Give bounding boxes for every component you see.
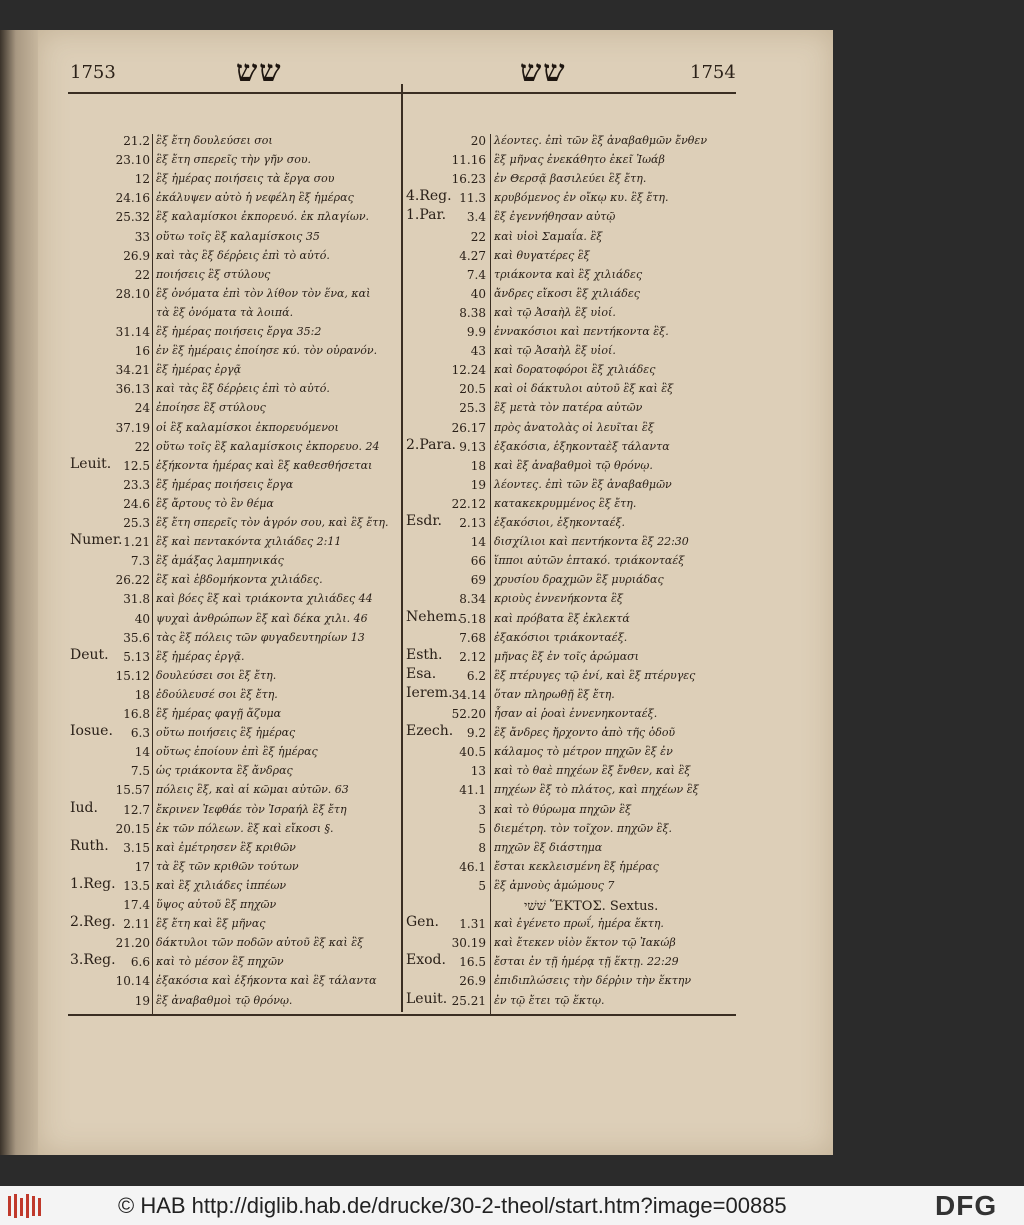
left-ref-divider xyxy=(152,134,153,1014)
verse-reference: 9.9 xyxy=(466,325,486,339)
greek-phrase: τὰ ἓξ τῶν κριθῶν τούτων xyxy=(156,859,299,873)
greek-phrase: οὕτω τοῖς ἓξ καλαμίσκοις 35 xyxy=(156,229,320,243)
greek-phrase: ψυχαὶ ἀνθρώπων ἓξ καὶ δέκα χιλι. 46 xyxy=(156,611,368,625)
greek-phrase: ἓξ ἡμέρας ποιήσεις ἔργα xyxy=(156,477,294,491)
verse-reference: 6.6 xyxy=(130,955,150,970)
greek-phrase: καὶ ἓξ ἀναβαθμοὶ τῷ θρόνῳ. xyxy=(494,458,653,472)
verse-reference: 5 xyxy=(478,821,486,836)
greek-phrase: καὶ θυγατέρες ἓξ xyxy=(494,248,590,262)
greek-phrase: ἔκρινεν Ἰεφθάε τὸν Ἰσραήλ ἓξ ἔτη xyxy=(156,802,347,816)
greek-phrase: ἓξ ἡμέρας ποιήσεις ἔργα 35:2 xyxy=(156,325,322,338)
verse-reference: 2.11 xyxy=(123,917,150,932)
greek-phrase: ὡς τριάκοντα ἓξ ἄνδρας xyxy=(156,764,293,778)
greek-phrase: ποιήσεις ἓξ στύλους xyxy=(156,267,271,281)
greek-phrase: πηχῶν ἓξ διάστημα xyxy=(494,840,603,854)
verse-reference: 34.21 xyxy=(115,363,150,378)
verse-reference: 26.9 xyxy=(459,974,486,989)
greek-phrase: ἐν τῷ ἔτει τῷ ἕκτῳ. xyxy=(494,993,605,1007)
verse-reference: 34.14 xyxy=(451,687,486,702)
greek-phrase: καὶ ἐμέτρησεν ἓξ κριθῶν xyxy=(156,840,296,854)
verse-reference: 9.2 xyxy=(466,726,486,741)
verse-reference: 43 xyxy=(470,344,486,359)
verse-reference: 23.3 xyxy=(123,477,150,492)
book-name: 2.Reg. xyxy=(70,914,116,931)
greek-phrase: ἓξ ἡμέρας φαγῇ ἄζυμα xyxy=(156,707,282,720)
verse-reference: 25.32 xyxy=(115,210,150,225)
book-name: Deut. xyxy=(70,646,109,663)
verse-reference: 20.5 xyxy=(459,382,486,397)
verse-reference: 4.27 xyxy=(459,248,486,263)
greek-phrase: καὶ δορατοφόροι ἓξ χιλιάδες xyxy=(494,363,656,377)
verse-reference: 6.2 xyxy=(466,668,486,683)
verse-reference: 9.13 xyxy=(459,439,486,454)
verse-reference: 17 xyxy=(134,859,150,874)
verse-reference: 7.4 xyxy=(466,267,486,282)
verse-reference: 16.5 xyxy=(459,955,486,970)
greek-phrase: ἐκ τῶν πόλεων. ἓξ καὶ εἴκοσι §. xyxy=(156,821,334,835)
greek-phrase: οὕτω ποιήσεις ἓξ ἡμέρας xyxy=(156,726,296,740)
greek-phrase: καὶ ἔτεκεν υἱὸν ἕκτον τῷ Ἰακώβ xyxy=(494,936,676,950)
right-page-number: 1754 xyxy=(690,62,736,83)
greek-phrase: ἓξ ἔτη δουλεύσει σοι xyxy=(156,134,273,147)
verse-reference: 14 xyxy=(470,535,486,550)
verse-reference: 37.19 xyxy=(115,420,150,435)
verse-reference: 10.14 xyxy=(115,974,150,989)
verse-reference: 33 xyxy=(134,229,150,244)
verse-reference: 16.23 xyxy=(451,172,486,187)
verse-reference: 25.3 xyxy=(459,401,486,416)
left-running-head: שש xyxy=(236,54,283,89)
verse-reference: 22 xyxy=(134,267,150,282)
greek-phrase: ἐποίησε ἓξ στύλους xyxy=(156,401,266,415)
verse-reference: 22 xyxy=(470,229,486,244)
verse-reference: 25.3 xyxy=(123,516,150,530)
verse-reference: 46.1 xyxy=(459,859,486,874)
greek-phrase: κρυβόμενος ἐν οἴκῳ κυ. ἓξ ἔτη. xyxy=(494,191,669,205)
book-name: Iud. xyxy=(70,799,98,816)
verse-reference: 1.21 xyxy=(123,535,150,550)
verse-reference: 7.3 xyxy=(130,554,150,569)
greek-phrase: ἓξ ἁμάξας λαμπηνικάς xyxy=(156,554,284,568)
hab-logo-icon xyxy=(6,1192,44,1220)
verse-reference: 2.12 xyxy=(459,649,486,664)
verse-reference: 21.20 xyxy=(115,936,150,951)
verse-reference: 24.6 xyxy=(123,496,150,511)
verse-reference: 15.12 xyxy=(115,668,150,683)
left-page-number: 1753 xyxy=(70,62,116,83)
book-name: Esa. xyxy=(406,665,437,682)
greek-phrase: ἔσται ἐν τῇ ἡμέρᾳ τῇ ἕκτῃ. 22:29 xyxy=(494,955,679,969)
verse-reference: 30.19 xyxy=(451,936,486,951)
verse-reference: 36.13 xyxy=(115,382,150,397)
greek-phrase: μῆνας ἓξ ἐν τοῖς ἀρώμασι xyxy=(494,649,639,663)
greek-phrase: ἦσαν αἱ ῥοαὶ ἐννενηκονταέξ. xyxy=(494,707,658,720)
greek-phrase: ἓξ ἔτη καὶ ἓξ μῆνας xyxy=(156,917,266,931)
greek-phrase: ἓξ ἀμνοὺς ἀμώμους 7 xyxy=(494,878,615,892)
verse-reference: 69 xyxy=(470,573,486,588)
verse-reference: 22 xyxy=(134,439,150,454)
book-name: Iosue. xyxy=(70,723,113,740)
greek-phrase: ἐννακόσιοι καὶ πεντήκοντα ἓξ. xyxy=(494,325,669,338)
book-name: Esdr. xyxy=(406,513,442,529)
verse-reference: 11.3 xyxy=(459,191,486,206)
greek-phrase: ἑξακόσιοι, ἑξηκονταέξ. xyxy=(494,516,626,529)
verse-reference: 5 xyxy=(478,878,486,893)
greek-phrase: ἐν ἓξ ἡμέραις ἐποίησε κύ. τὸν οὐρανόν. xyxy=(156,344,378,358)
greek-phrase: ὕψος αὐτοῦ ἓξ πηχῶν xyxy=(156,898,277,911)
verse-reference: 20.15 xyxy=(115,821,150,836)
greek-phrase: πόλεις ἓξ, καὶ αἱ κῶμαι αὐτῶν. 63 xyxy=(156,783,349,797)
verse-reference: 3 xyxy=(478,802,486,817)
verse-reference: 17.4 xyxy=(123,898,150,912)
book-name: Ruth. xyxy=(70,837,109,854)
greek-phrase: κριοὺς ἐννενήκοντα ἓξ xyxy=(494,592,623,606)
verse-reference: 52.20 xyxy=(451,707,486,721)
verse-reference: 11.16 xyxy=(451,153,486,168)
greek-phrase: καὶ τὸ θύρωμα πηχῶν ἓξ xyxy=(494,802,632,816)
verse-reference: 15.57 xyxy=(115,783,150,798)
greek-phrase: καὶ ἓξ χιλιάδες ἱππέων xyxy=(156,878,287,892)
greek-phrase: ὅταν πληρωθῇ ἓξ ἔτη. xyxy=(494,687,615,701)
book-name: 1.Reg. xyxy=(70,875,116,892)
book-name: Esth. xyxy=(406,646,443,663)
section-heading: שׁשׁי ἝΚΤΟΣ. Sextus. xyxy=(524,899,659,914)
greek-phrase: ἓξ ἡμέρας ἐργᾷ. xyxy=(156,649,245,663)
verse-reference: 18 xyxy=(470,458,486,473)
verse-reference: 23.10 xyxy=(115,153,150,168)
greek-phrase: πηχέων ἓξ τὸ πλάτος, καὶ πηχέων ἓξ xyxy=(494,783,699,797)
book-name: Exod. xyxy=(406,952,446,969)
verse-reference: 22.12 xyxy=(451,496,486,511)
verse-reference: 28.10 xyxy=(115,286,150,301)
verse-reference: 14 xyxy=(134,745,150,760)
verse-reference: 7.5 xyxy=(130,764,150,779)
greek-phrase: τὰς ἓξ πόλεις τῶν φυγαδευτηρίων 13 xyxy=(156,630,365,644)
verse-reference: 19 xyxy=(134,993,150,1008)
verse-reference: 12 xyxy=(134,172,150,187)
greek-phrase: ἐδούλευσέ σοι ἓξ ἔτη. xyxy=(156,687,278,701)
greek-phrase: ἑξήκοντα ἡμέρας καὶ ἓξ καθεσθήσεται xyxy=(156,458,373,472)
book-name: Ezech. xyxy=(406,723,454,740)
greek-phrase: δουλεύσει σοι ἓξ ἔτη. xyxy=(156,668,277,682)
verse-reference: 12.7 xyxy=(123,802,150,817)
verse-reference: 31.14 xyxy=(115,325,150,339)
book-name: Leuit. xyxy=(70,455,112,472)
verse-reference: 16.8 xyxy=(123,707,150,721)
verse-reference: 13 xyxy=(470,764,486,779)
verse-reference: 13.5 xyxy=(123,878,150,893)
greek-phrase: ἓξ ἡμέρας ποιήσεις τὰ ἔργα σου xyxy=(156,172,335,186)
verse-reference: 19 xyxy=(470,477,486,492)
verse-reference: 24.16 xyxy=(115,191,150,206)
greek-phrase: οὕτω τοῖς ἓξ καλαμίσκοις ἐκπορευο. 24 xyxy=(156,439,380,453)
greek-phrase: καὶ ἐγένετο πρωΐ, ἡμέρα ἕκτη. xyxy=(494,917,664,931)
verse-reference: 40.5 xyxy=(459,745,486,760)
greek-phrase: ἑξακόσια καὶ ἑξήκοντα καὶ ἓξ τάλαντα xyxy=(156,974,377,988)
greek-phrase: καὶ τῷ Ἀσαὴλ ἓξ υἱοί. xyxy=(494,305,616,319)
verse-reference: 31.8 xyxy=(123,592,150,607)
greek-phrase: ἓξ ἔτη σπερεῖς τὸν ἀγρόν σου, καὶ ἓξ ἔτη. xyxy=(156,516,389,529)
verse-reference: 41.1 xyxy=(459,783,486,798)
column-divider xyxy=(401,92,403,1012)
greek-phrase: καὶ τὰς ἓξ δέρῥεις ἐπὶ τὸ αὐτό. xyxy=(156,248,330,262)
verse-reference: 35.6 xyxy=(123,630,150,645)
greek-phrase: ἓξ καὶ ἑβδομήκοντα χιλιάδες. xyxy=(156,573,323,587)
greek-phrase: τὰ ἓξ ὀνόματα τὰ λοιπά. xyxy=(156,305,294,319)
greek-phrase: ἔσται κεκλεισμένη ἓξ ἡμέρας xyxy=(494,859,659,873)
book-spine-edge xyxy=(0,30,40,1155)
greek-phrase: χρυσίου δραχμῶν ἓξ μυριάδας xyxy=(494,573,664,587)
greek-phrase: ἐκάλυψεν αὐτὸ ἡ νεφέλη ἓξ ἡμέρας xyxy=(156,191,354,205)
greek-phrase: καὶ τῷ Ἀσαὴλ ἓξ υἱοί. xyxy=(494,344,616,358)
greek-phrase: κατακεκρυμμένος ἓξ ἔτη. xyxy=(494,496,637,510)
greek-phrase: δάκτυλοι τῶν ποδῶν αὐτοῦ ἓξ καὶ ἓξ xyxy=(156,936,364,950)
verse-reference: 8.34 xyxy=(459,592,486,607)
right-running-head: שש xyxy=(520,54,567,89)
greek-phrase: ἓξ ἡμέρας ἐργᾷ xyxy=(156,363,242,377)
greek-phrase: ἓξ πτέρυγες τῷ ἑνί, καὶ ἓξ πτέρυγες xyxy=(494,668,696,682)
verse-reference: 26.9 xyxy=(123,248,150,263)
book-name: 1.Par. xyxy=(406,207,447,224)
footer-rule xyxy=(68,1014,736,1016)
greek-phrase: ἑξακόσιοι τριάκονταέξ. xyxy=(494,630,628,644)
greek-phrase: ἄνδρες εἴκοσι ἓξ χιλιάδες xyxy=(494,286,640,300)
verse-reference: 16 xyxy=(134,344,150,359)
greek-phrase: ἓξ ἔτη σπερεῖς τὴν γῆν σου. xyxy=(156,153,312,167)
book-name: Ierem. xyxy=(406,684,453,701)
verse-reference: 12.24 xyxy=(451,363,486,378)
verse-reference: 12.5 xyxy=(123,458,150,473)
greek-phrase: ἓξ ἄνδρες ἤρχοντο ἀπὸ τῆς ὁδοῦ xyxy=(494,726,676,740)
greek-phrase: τριάκοντα καὶ ἓξ χιλιάδες xyxy=(494,267,643,281)
greek-phrase: ἑξακόσια, ἑξηκονταὲξ τάλαντα xyxy=(494,439,670,453)
greek-phrase: ἓξ ἐγεννήθησαν αὐτῷ xyxy=(494,210,616,224)
verse-reference: 40 xyxy=(134,611,150,626)
greek-phrase: ἓξ καλαμίσκοι ἐκπορευό. ἐκ πλαγίων. xyxy=(156,210,370,224)
greek-phrase: καὶ βόες ἓξ καὶ τριάκοντα χιλιάδες 44 xyxy=(156,592,373,606)
greek-phrase: ἐν Θερσᾷ βασιλεύει ἓξ ἔτη. xyxy=(494,172,647,186)
verse-reference: 5.13 xyxy=(123,649,150,664)
verse-reference: 2.13 xyxy=(459,516,486,530)
right-ref-divider xyxy=(490,134,491,1014)
greek-phrase: ἓξ ἄρτους τὸ ἓν θέμα xyxy=(156,496,274,510)
verse-reference: 6.3 xyxy=(130,726,150,741)
greek-phrase: καὶ υἱοὶ Σαμαΐα. ἓξ xyxy=(494,229,603,243)
greek-phrase: ἓξ ὀνόματα ἐπὶ τὸν λίθον τὸν ἕνα, καὶ xyxy=(156,286,371,300)
verse-reference: 7.68 xyxy=(459,630,486,645)
greek-phrase: καὶ τὸ μέσον ἓξ πηχῶν xyxy=(156,955,284,969)
greek-phrase: λέοντες. ἐπὶ τῶν ἓξ ἀναβαθμῶν ἔνθεν xyxy=(494,134,708,147)
greek-phrase: καὶ οἱ δάκτυλοι αὐτοῦ ἓξ καὶ ἓξ xyxy=(494,382,674,396)
greek-phrase: καὶ τὰς ἓξ δέρῥεις ἐπὶ τὸ αὐτό. xyxy=(156,382,330,396)
dfg-logo: DFG xyxy=(935,1190,998,1221)
verse-reference: 5.18 xyxy=(459,611,486,626)
book-name: 3.Reg. xyxy=(70,952,116,969)
verse-reference: 1.31 xyxy=(459,917,486,932)
verse-reference: 8.38 xyxy=(459,305,486,320)
greek-phrase: ἐπιδιπλώσεις τὴν δέρῥιν τὴν ἕκτην xyxy=(494,974,692,988)
verse-reference: 66 xyxy=(470,554,486,569)
verse-reference: 24 xyxy=(134,401,150,416)
greek-phrase: διεμέτρη. τὸν τοῖχον. πηχῶν ἓξ. xyxy=(494,821,673,835)
verse-reference: 20 xyxy=(470,134,486,148)
greek-phrase: καὶ τὸ θαὲ πηχέων ἓξ ἔνθεν, καὶ ἓξ xyxy=(494,764,691,778)
verse-reference: 21.2 xyxy=(123,134,150,148)
verse-reference: 8 xyxy=(478,840,486,855)
verse-reference: 25.21 xyxy=(451,993,486,1008)
verse-reference: 3.4 xyxy=(466,210,486,225)
greek-phrase: δισχίλιοι καὶ πεντήκοντα ἓξ 22:30 xyxy=(494,535,689,549)
verse-reference: 40 xyxy=(470,286,486,301)
book-name: Leuit. xyxy=(406,990,448,1007)
greek-phrase: οἱ ἓξ καλαμίσκοι ἐκπορευόμενοι xyxy=(156,420,339,434)
footer-copyright-link[interactable]: © HAB http://diglib.hab.de/drucke/30-2-theol/start.htm?image=00885 xyxy=(118,1193,787,1218)
greek-phrase: ἓξ μῆνας ἐνεκάθητο ἐκεῖ Ἰωάβ xyxy=(494,153,665,167)
greek-phrase: λέοντες. ἐπὶ τῶν ἓξ ἀναβαθμῶν xyxy=(494,477,672,491)
verse-reference: 3.15 xyxy=(123,840,150,855)
greek-phrase: ἵπποι αὐτῶν ἑπτακό. τριάκονταέξ xyxy=(494,554,685,568)
greek-phrase: πρὸς ἀνατολὰς οἱ λευῖται ἓξ xyxy=(494,420,654,434)
book-name: 2.Para. xyxy=(406,436,456,453)
book-name: 4.Reg. xyxy=(406,188,452,205)
verse-reference: 26.22 xyxy=(115,573,150,588)
greek-phrase: ἓξ μετὰ τὸν πατέρα αὐτῶν xyxy=(494,401,643,415)
book-name: Gen. xyxy=(406,914,439,931)
verse-reference: 18 xyxy=(134,687,150,702)
greek-phrase: ἓξ ἀναβαθμοὶ τῷ θρόνῳ. xyxy=(156,993,293,1007)
greek-phrase: ἓξ καὶ πεντακόντα χιλιάδες 2:11 xyxy=(156,535,342,549)
book-name: Nehem. xyxy=(406,608,462,625)
greek-phrase: οὕτως ἐποίουν ἐπὶ ἓξ ἡμέρας xyxy=(156,745,318,759)
verse-reference: 26.17 xyxy=(451,420,486,435)
greek-phrase: κάλαμος τὸ μέτρον πηχῶν ἓξ ἐν xyxy=(494,745,673,759)
greek-phrase: καὶ πρόβατα ἓξ ἐκλεκτά xyxy=(494,611,630,625)
book-name: Numer. xyxy=(70,532,123,549)
